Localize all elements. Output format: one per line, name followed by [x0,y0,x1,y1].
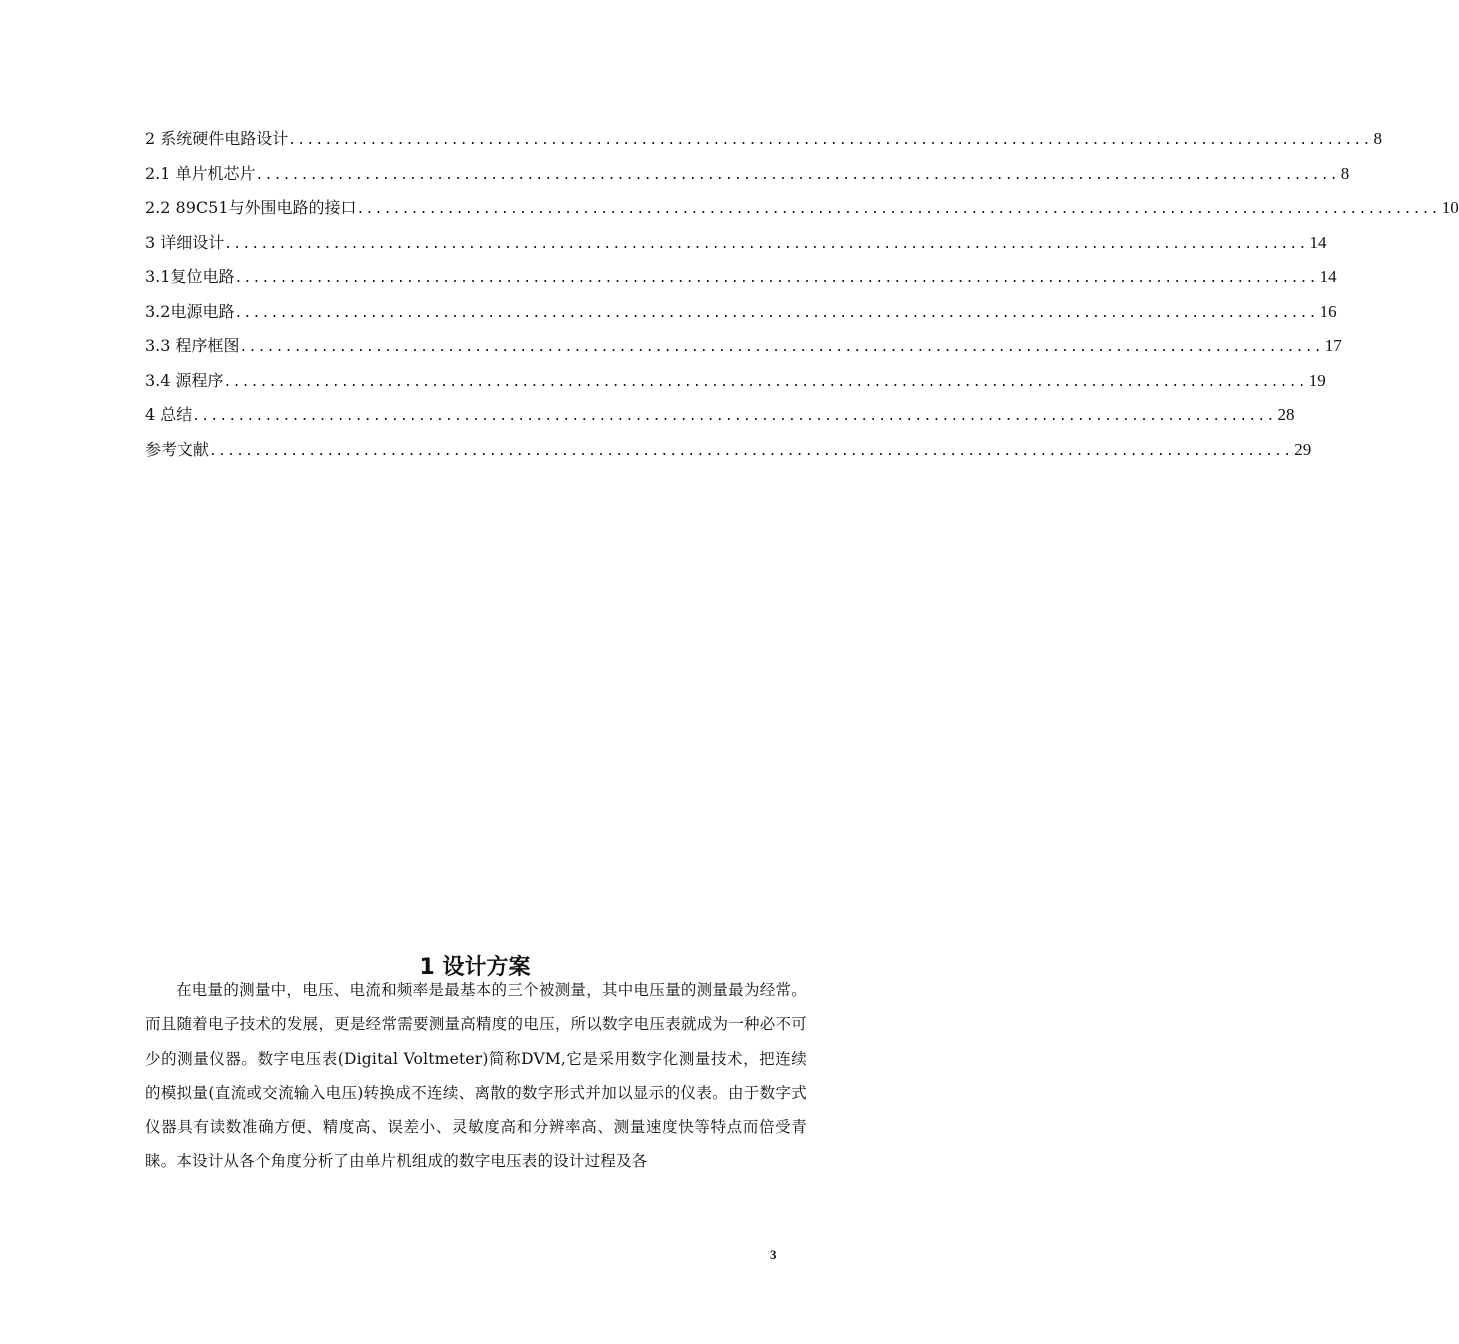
toc-entry-title: 参考文献 [145,439,210,459]
body-paragraph: 在电量的测量中，电压、电流和频率是最基本的三个被测量，其中电压量的测量最为经常。而且随着电子技术的发展，更是经常需要测量高精度的电压，所以数字电压表就成为一种必不可少的测量仪器。数字电压表(Digital Voltmeter)简称DVM,它是采用数字化测量技术，把连续的模拟量(直流或交流输入电压)转换成不连续、离散的数字形式并加以显示的仪表。由于数字式仪器具有读数准确方便、精度高、误差小、灵敏度高和分辨率高、测量速度快等特点而倍受青睐。本设计从各个角度分析了由单片机组成的数字电压表的设计过程及各 [145,981,807,1171]
toc-leader-dots: ........................................................................................................................ [288,133,1372,148]
toc-entry-page: 17 [1324,336,1342,355]
toc-entry-page: 19 [1308,370,1326,390]
toc-entry-title: 4 总结 [145,405,193,424]
toc-entry[interactable] [145,122,1382,157]
toc-leader-dots: ........................................................................................................................ [255,167,1339,183]
toc-entry-title: 3.4 源程序 [145,370,224,390]
page-number: 3 [770,1247,777,1262]
toc-entry-page: 8 [1340,163,1350,183]
toc-leader-dots: ........................................................................................................................ [192,409,1276,424]
toc-leader-dots: ........................................................................................................................ [224,236,1308,252]
toc-entry[interactable] [145,364,1326,399]
toc-leader-dots: ........................................................................................................................ [234,271,1318,286]
toc-entry[interactable] [145,433,1312,468]
toc-entry-page: 10 [1441,198,1459,217]
toc-entry-title: 2.2 89C51与外围电路的接口 [145,198,357,217]
toc-entry-title: 3 详细设计 [145,232,225,252]
table-of-contents [145,122,1459,467]
toc-entry-title: 3.1复位电路 [145,267,235,286]
toc-entry-title: 2.1 单片机芯片 [145,163,256,183]
toc-entry-page: 14 [1319,267,1337,286]
toc-entry[interactable] [145,295,1337,330]
toc-entry[interactable] [145,157,1350,192]
toc-entry[interactable] [145,398,1295,433]
toc-entry-page: 16 [1319,301,1337,321]
section-heading: 1 设计方案 [419,955,531,980]
toc-entry-page: 28 [1277,405,1295,424]
toc-leader-dots: ........................................................................................................................ [356,202,1440,217]
toc-entry[interactable] [145,329,1342,364]
toc-entry-page: 14 [1309,232,1327,252]
toc-leader-dots: ........................................................................................................................ [223,374,1307,390]
toc-entry[interactable] [145,191,1459,226]
toc-entry-title: 3.3 程序框图 [145,336,240,355]
toc-entry-title: 2 系统硬件电路设计 [145,129,289,148]
toc-leader-dots: ........................................................................................................................ [239,340,1323,355]
toc-entry-page: 8 [1373,129,1382,148]
toc-leader-dots: ........................................................................................................................ [209,443,1293,459]
toc-entry[interactable] [145,226,1327,261]
toc-leader-dots: ........................................................................................................................ [234,305,1318,321]
toc-entry[interactable] [145,260,1337,295]
toc-entry-page: 29 [1294,439,1312,459]
toc-entry-title: 3.2电源电路 [145,301,235,321]
